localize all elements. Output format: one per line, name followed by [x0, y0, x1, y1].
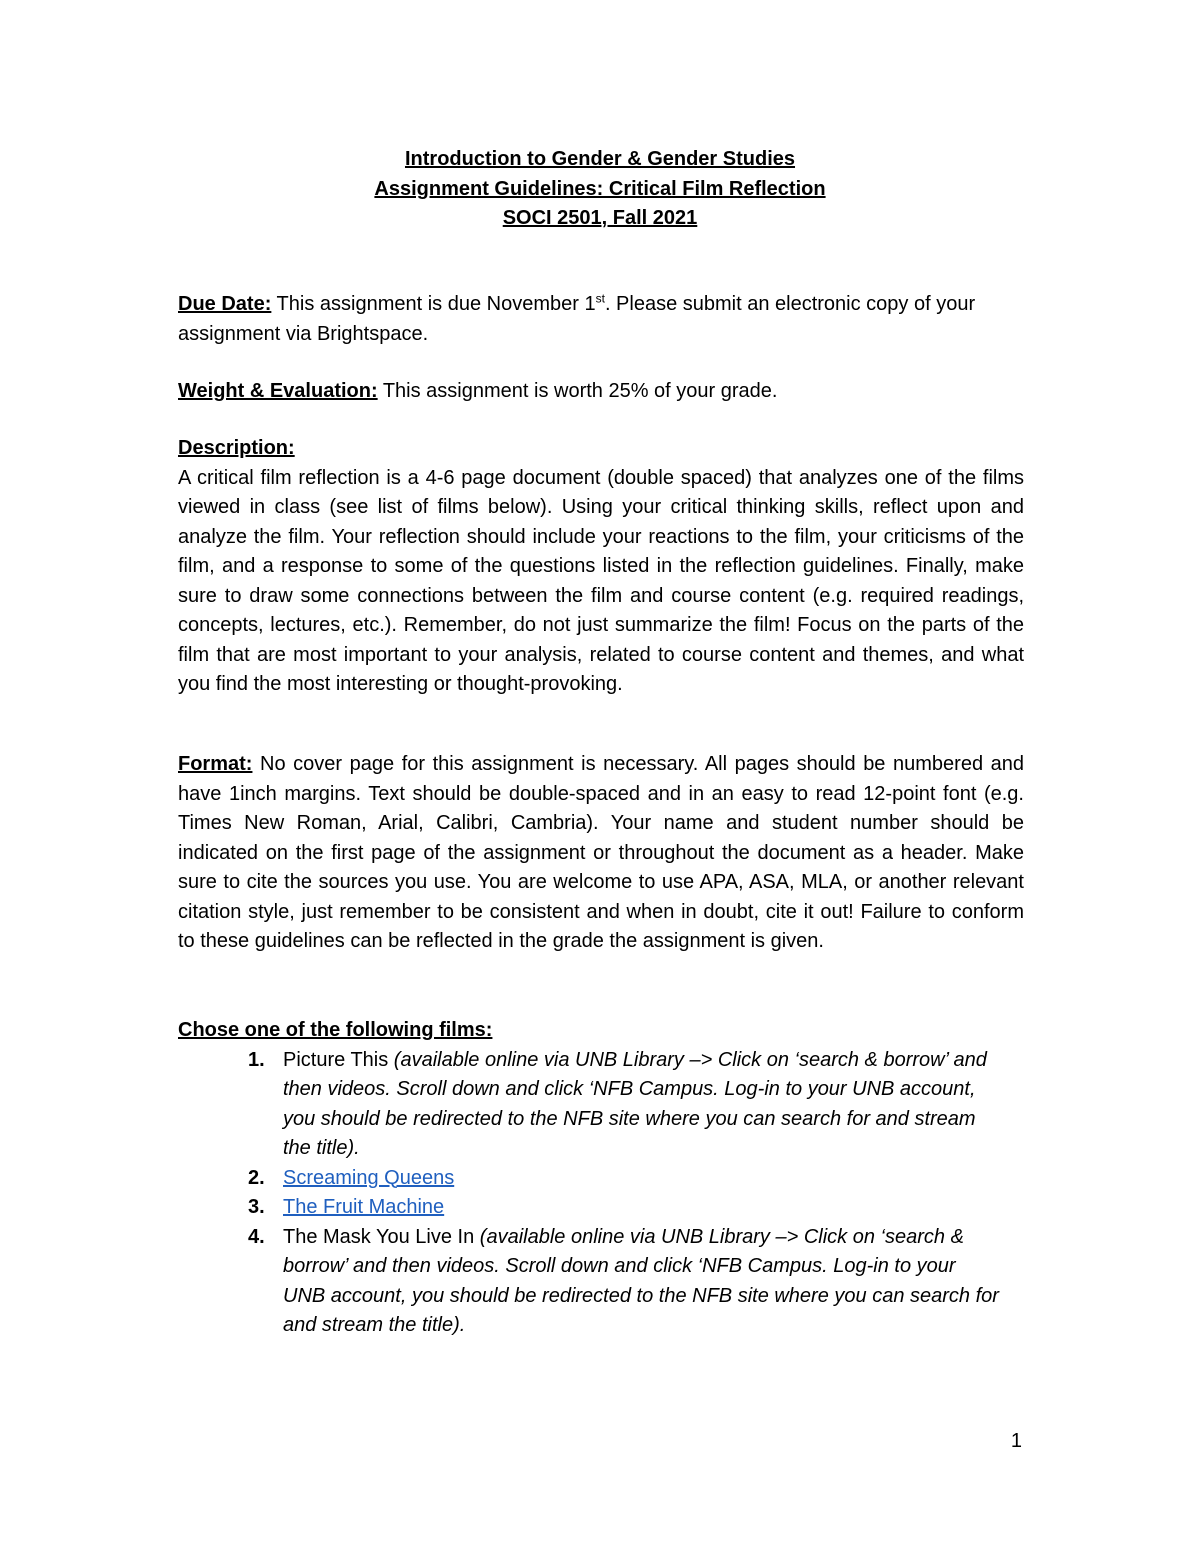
film-title: Picture This	[283, 1048, 394, 1071]
film-number: 1.	[248, 1048, 265, 1071]
page-number: 1	[1010, 1430, 1022, 1452]
film-list-item	[178, 1193, 1003, 1223]
weight-text: This assignment is worth 25% of your grade.	[377, 380, 778, 402]
format-text: No cover page for this assignment is necessary. All pages should be numbered and have 1inch margins. Text should be double-spaced and in an easy to read 12-point font (e.g. Times New Roman, Arial, Calibri, Cambria). Your name and student number should be indicated on the first page of the assignment or throughout the document as a header. Make sure to cite the sources you use. You are welcome to use APA, ASA, MLA, or another relevant citation style, just remember to be consistent and when in doubt, cite it out! Failure to conform to these guidelines can be reflected in the grade the assignment is given.	[178, 753, 1024, 952]
description-text: A critical film reflection is a 4-6 page document (double spaced) that analyzes one of the films viewed in class (see list of films below). Using your critical thinking skills, reflect upon and analyze the film. Your reflection should include your reactions to the film, your criticisms of the film, and a response to some of the questions listed in the reflection guidelines. Finally, make sure to draw some connections between the film and course content (e.g. required readings, concepts, lectures, etc.). Remember, do not just summarize the film! Focus on the parts of the film that are most important to your analysis, related to course content and themes, and what you find the most interesting or thought-provoking.	[178, 466, 1024, 695]
film-list-item	[178, 1223, 1003, 1341]
due-date-superscript: st	[595, 291, 605, 306]
films-label: Chose one of the following films:	[178, 1019, 493, 1041]
film-access-note: (available online via UNB Library –> Click on ‘search & borrow’ and then videos. Scroll down and click ‘NFB Campus. Log-in to your UNB account, you should be redirected to the NFB site where you can search for and stream the title).	[283, 1225, 999, 1336]
films-section	[178, 1016, 1024, 1341]
weight-section	[178, 377, 1024, 407]
film-list-item	[178, 1046, 1003, 1164]
course-code-term: SOCI 2501, Fall 2021	[502, 207, 698, 229]
film-link-fruit-machine[interactable]: The Fruit Machine	[283, 1196, 445, 1218]
course-title: Introduction to Gender & Gender Studies	[404, 148, 796, 170]
film-number: 3.	[248, 1196, 265, 1218]
film-list-item	[178, 1164, 1003, 1194]
due-date-text: This assignment is due November 1	[271, 293, 596, 315]
description-label: Description:	[178, 437, 295, 459]
film-number: 2.	[248, 1166, 265, 1189]
description-section	[178, 434, 1024, 700]
weight-label: Weight & Evaluation:	[178, 380, 378, 402]
film-list	[178, 1046, 1024, 1341]
due-date-section	[178, 290, 1024, 349]
format-label: Format:	[178, 753, 253, 775]
film-title: The Mask You Live In	[283, 1225, 480, 1248]
film-link-screaming-queens[interactable]: Screaming Queens	[283, 1166, 455, 1189]
format-section	[178, 750, 1024, 957]
due-date-label: Due Date:	[178, 293, 272, 315]
film-number: 4.	[248, 1225, 265, 1248]
assignment-title: Assignment Guidelines: Critical Film Reflection	[374, 177, 826, 200]
document-header	[0, 145, 1200, 234]
film-access-note: (available online via UNB Library –> Click on ‘search & borrow’ and then videos. Scroll down and click ‘NFB Campus. Log-in to your UNB account, you should be redirected to the NFB site where you can search for and stream the title).	[283, 1048, 987, 1159]
due-date-text-continued: . Please submit an electronic copy of your assignment via Brightspace.	[178, 293, 976, 345]
